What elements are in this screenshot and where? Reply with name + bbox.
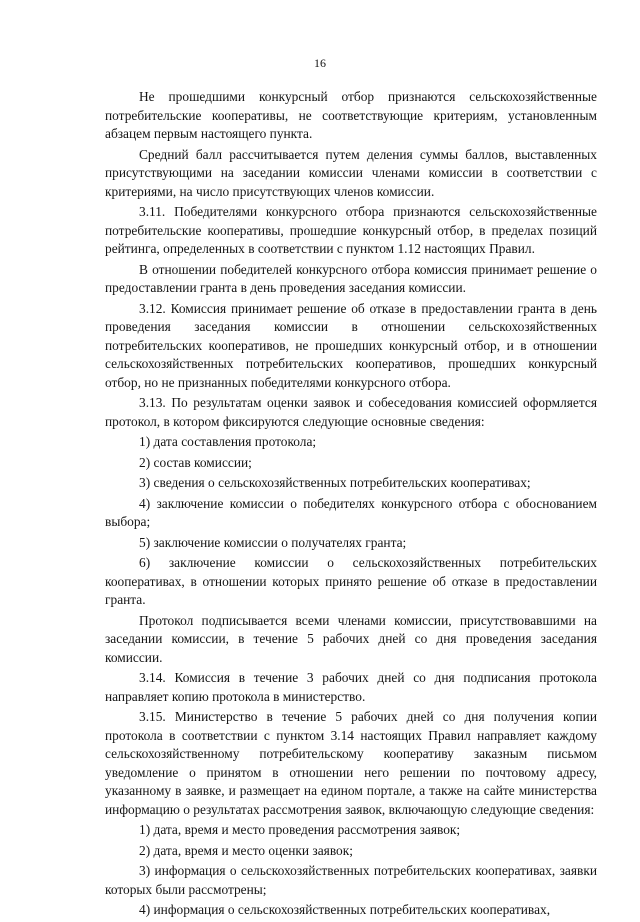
paragraph: В отношении победителей конкурсного отбора комиссия принимает решение о предоставлении гранта в день проведения заседания комиссии. <box>105 261 597 295</box>
paragraph: 3.15. Министерство в течение 5 рабочих дней со дня получения копии протокола в соответствии с пунктом 3.14 настоящих Правил направляет каждому сельскохозяйственному потребительскому кооперативу заказным письмом уведомление о принятом в отношении него решении по почтовому адресу, указанному в заявке, и размещает на едином портале, а также на сайте министерства информацию о результатах рассмотрения заявок, включающую следующие сведения: <box>105 709 597 817</box>
list-item: 3) сведения о сельскохозяйственных потребительских кооперативах; <box>139 475 531 490</box>
list-item: 5) заключение комиссии о получателях гранта; <box>139 534 407 550</box>
list-item: 6) заключение комиссии о сельскохозяйственных потребительских кооперативах, в отношении которых принято решение об отказе в предоставлении гранта. <box>105 555 597 607</box>
list-item: 1) дата, время и место проведения рассмотрения заявок; <box>139 822 461 837</box>
list-item: 3) информация о сельскохозяйственных потребительских кооперативах, заявки которых были рассмотрены; <box>105 863 597 897</box>
paragraph: 3.14. Комиссия в течение 3 рабочих дней со дня подписания протокола направляет копию протокола в министерство. <box>105 670 597 704</box>
paragraph: 3.13. По результатам оценки заявок и собеседования комиссией оформляется протокол, в котором фиксируются следующие основные сведения: <box>105 395 597 429</box>
list-item: 1) дата составления протокола; <box>139 434 317 449</box>
paragraph: 3.11. Победителями конкурсного отбора признаются сельскохозяйственные потребительские кооперативы, прошедшие конкурсный отбор, в пределах позиций рейтинга, определенных в соответствии с пунктом 1.12 настоящих Правил. <box>105 204 597 256</box>
document-body <box>105 88 597 922</box>
paragraph: Протокол подписывается всеми членами комиссии, присутствовавшими на заседании комиссии, в течение 5 рабочих дней со дня проведения заседания комиссии. <box>105 612 597 665</box>
list-item: 2) состав комиссии; <box>139 454 252 470</box>
paragraph: Не прошедшими конкурсный отбор признаются сельскохозяйственные потребительские кооперативы, не соответствующие критериям, установленным абзацем первым настоящего пункта. <box>105 89 597 141</box>
paragraph: Средний балл рассчитывается путем деления суммы баллов, выставленных присутствующими на заседании комиссии членами комиссии в соответствии с критериями, на число присутствующих членов комиссии. <box>105 146 597 199</box>
list-item: 2) дата, время и место оценки заявок; <box>139 842 353 858</box>
page-number: 16 <box>314 56 326 70</box>
paragraph: 3.12. Комиссия принимает решение об отказе в предоставлении гранта в день проведения заседания комиссии в отношении сельскохозяйственных потребительских кооперативов, не прошедших конкурсный отбор, и в отношении сельскохозяйственных потребительских кооперативов, прошедших конкурсный отбор, но не признанных победителями конкурсного отбора. <box>105 300 597 390</box>
list-item: 4) информация о сельскохозяйственных потребительских кооперативах, <box>139 902 551 917</box>
list-item: 4) заключение комиссии о победителях конкурсного отбора с обоснованием выбора; <box>105 495 597 529</box>
